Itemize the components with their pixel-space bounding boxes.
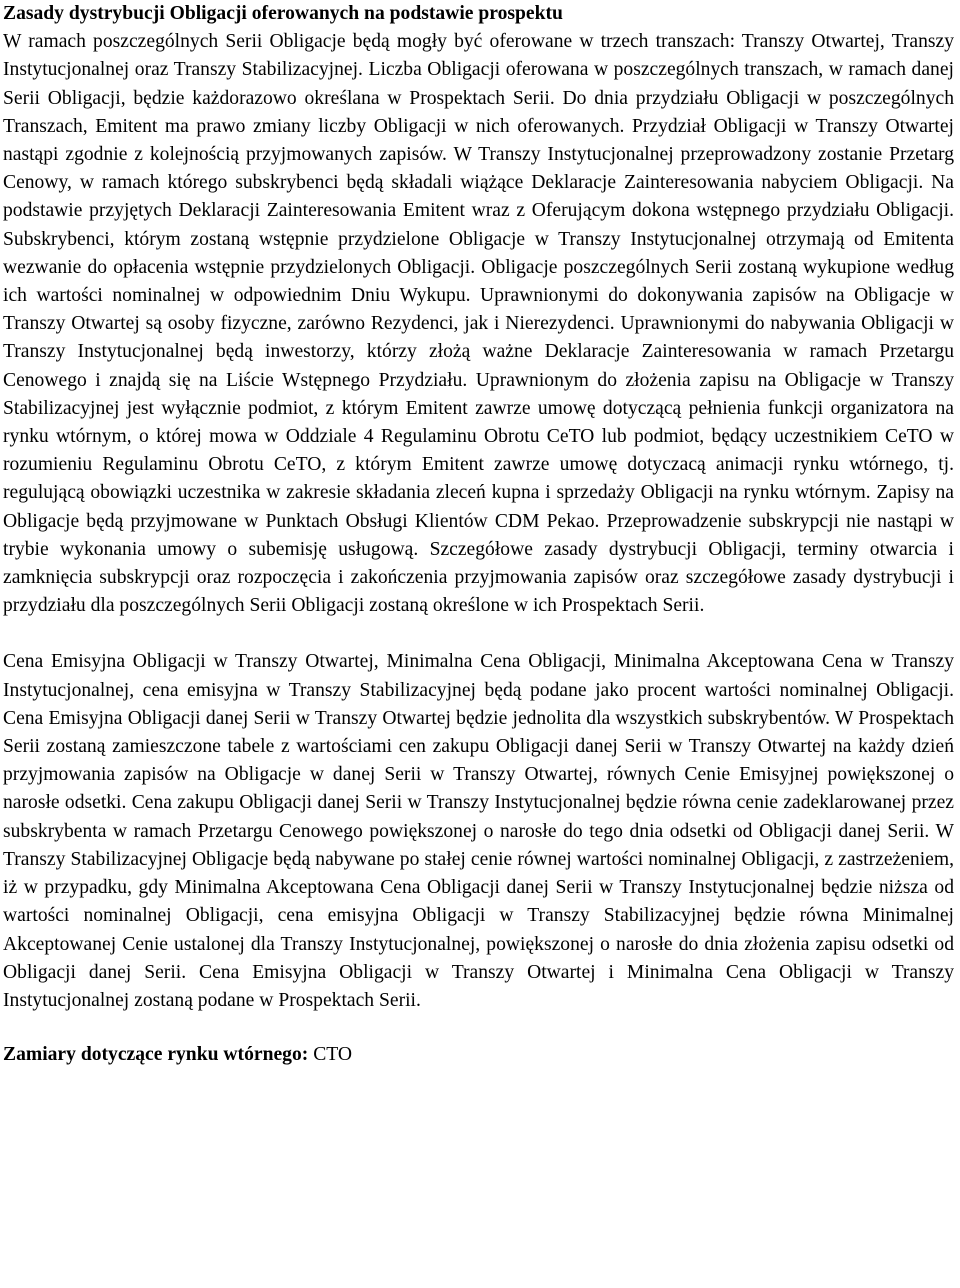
secondary-market-label: Zamiary dotyczące rynku wtórnego: [3, 1044, 309, 1066]
section-title: Zasady dystrybucji Obligacji oferowanych na podstawie prospektu [3, 3, 563, 24]
secondary-market-line [3, 1041, 954, 1069]
paragraph-spacer [3, 620, 954, 648]
pricing-paragraph: Cena Emisyjna Obligacji w Transzy Otwartej, Minimalna Cena Obligacji, Minimalna Akceptowana Cena w Transzy Instytucjonalnej, cena emisyjna w Transzy Stabilizacyjnej będą podane jako procent wartości nominalnej Obligacji. Cena Emisyjna Obligacji danej Serii w Transzy Otwartej będzie jednolita dla wszystkich subskrybentów. W Prospektach Serii zostaną zamieszczone tabele z wartościami cen zakupu Obligacji danej Serii w Transzy Otwartej na każdy dzień przyjmowania zapisów na Obligacje w danej Serii w Transzy Otwartej, równych Cenie Emisyjnej powiększonej o narosłe odsetki. Cena zakupu Obligacji danej Serii w Transzy Instytucjonalnej będzie równa cenie zadeklarowanej przez subskrybenta w ramach Przetargu Cenowego powiększonej o narosłe do tego dnia odsetki od Obligacji danej Serii. W Transzy Stabilizacyjnej Obligacje będą nabywane po stałej cenie równej wartości nominalnej Obligacji, z zastrzeżeniem, iż w przypadku, gdy Minimalna Akceptowana Cena Obligacji danej Serii w Transzy Instytucjonalnej będzie niższa od wartości nominalnej Obligacji, cena emisyjna Obligacji w Transzy Stabilizacyjnej będzie równa Minimalnej Akceptowanej Cenie ustalonej dla Transzy Instytucjonalnej, powiększonej o narosłe do dnia złożenia zapisu odsetki od Obligacji danej Serii. Cena Emisyjna Obligacji w Transzy Otwartej i Minimalna Cena Obligacji w Transzy Instytucjonalnej zostaną podane w Prospektach Serii. [3, 651, 954, 1011]
paragraph-spacer [3, 1015, 954, 1041]
distribution-paragraph: W ramach poszczególnych Serii Obligacje będą mogły być oferowane w trzech transzach: Transzy Otwartej, Transzy Instytucjonalnej oraz Transzy Stabilizacyjnej. Liczba Obligacji oferowana w poszczególnych transzach, w ramach danej Serii Obligacji, będzie każdorazowo określana w Prospektach Serii. Do dnia przydziału Obligacji w poszczególnych Transzach, Emitent ma prawo zmiany liczby Obligacji w nich oferowanych. Przydział Obligacji w Transzy Otwartej nastąpi zgodnie z kolejnością przyjmowanych zapisów. W Transzy Instytucjonalnej przeprowadzony zostanie Przetarg Cenowy, w ramach którego subskrybenci będą składali wiążące Deklaracje Zainteresowania nabyciem Obligacji. Na podstawie przyjętych Deklaracji Zainteresowania Emitent wraz z Oferującym dokona wstępnego przydziału Obligacji. Subskrybenci, którym zostaną wstępnie przydzielone Obligacje w Transzy Instytucjonalnej otrzymają od Emitenta wezwanie do opłacenia wstępnie przydzielonych Obligacji. Obligacje poszczególnych Serii zostaną wykupione według ich wartości nominalnej w odpowiednim Dniu Wykupu. Uprawnionymi do dokonywania zapisów na Obligacje w Transzy Otwartej są osoby fizyczne, zarówno Rezydenci, jak i Nierezydenci. Uprawnionymi do nabywania Obligacji w Transzy Instytucjonalnej będą inwestorzy, którzy złożą ważne Deklaracje Zainteresowania w ramach Przetargu Cenowego i znajdą się na Liście Wstępnego Przydziału. Uprawnionym do złożenia zapisu na Obligacje w Transzy Stabilizacyjnej jest wyłącznie podmiot, z którym Emitent zawrze umowę dotyczącą pełnienia funkcji organizatora na rynku wtórnym, o której mowa w Oddziale 4 Regulaminu Obrotu CeTO lub podmiot, będący uczestnikiem CeTO w rozumieniu Regulaminu Obrotu CeTO, z którym Emitent zawrze umowę dotyczacą animacji rynku wtórnego, tj. regulującą obowiązki uczestnika w zakresie składania zleceń kupna i sprzedaży Obligacji na rynku wtórnym. Zapisy na Obligacje będą przyjmowane w Punktach Obsługi Klientów CDM Pekao. Przeprowadzenie subskrypcji nie nastąpi w trybie wykonania umowy o subemisję usługową. Szczegółowe zasady dystrybucji Obligacji, terminy otwarcia i zamknięcia subskrypcji oraz rozpoczęcia i zakończenia przyjmowania zapisów oraz szczegółowe zasady dystrybucji i przydziału dla poszczególnych Serii Obligacji zostaną określone w ich Prospektach Serii. [3, 31, 954, 617]
document-page [3, 0, 954, 1069]
secondary-market-value: CTO [308, 1044, 353, 1066]
